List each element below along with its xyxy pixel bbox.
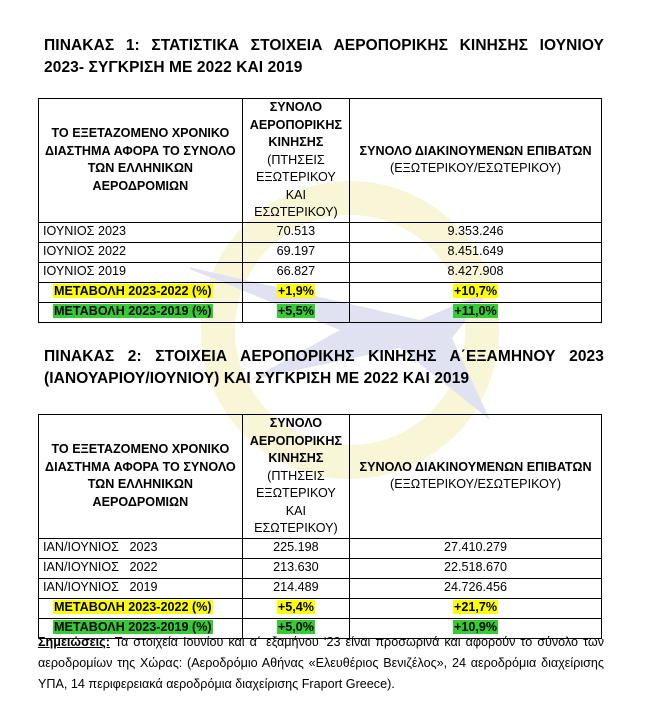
change-row-2022 xyxy=(39,598,602,618)
passengers-change: +10,7% xyxy=(454,284,498,299)
table2-title: ΠΙΝΑΚΑΣ 2: ΣΤΟΙΧΕΙΑ ΑΕΡΟΠΟΡΙΚΗΣ ΚΙΝΗΣΗΣ Α΄ΕΞΑΜΗΝΟΥ 2023 (ΙΑΝΟΥΑΡΙΟΥ/ΙΟΥΝΙΟΥ) ΚΑΙ ΣΥΓΚΡΙΣΗ ΜΕ 2022 ΚΑΙ 2019 xyxy=(44,348,604,387)
passengers-value: 27.410.279 xyxy=(350,538,602,558)
flights-value: 213.630 xyxy=(242,558,349,578)
flights-value: 66.827 xyxy=(242,262,349,282)
passengers-value: 9.353.246 xyxy=(350,222,602,242)
notes-text: Τα στοιχεία Ιουνίου και α΄ εξαμήνου ‘23 είναι προσωρινά και αφορούν το σύνολο των αεροδρομίων της Χώρας: (Αεροδρόμιο Αθήνας «Ελευθέριος Βενιζέλος», 24 αεροδρόμια διαχείρισης ΥΠΑ, 14 περιφερειακά αεροδρόμια διαχείρισης Fraport Greece). xyxy=(38,635,604,691)
passengers-value: 22.518.670 xyxy=(350,558,602,578)
table1-header-passengers-sub: (ΕΞΩΤΕΡΙΚΟΥ/ΕΣΩΤΕΡΙΚΟΥ) xyxy=(390,161,562,176)
row-label: ΙΑΝ/ΙΟΥΝΙΟΣ 2022 xyxy=(39,558,243,578)
table-row xyxy=(39,262,602,282)
flights-value: 225.198 xyxy=(242,538,349,558)
notes-label: Σημειώσεις: xyxy=(38,635,110,649)
row-label: ΙΟΥΝΙΟΣ 2022 xyxy=(39,242,243,262)
flights-value: 214.489 xyxy=(242,578,349,598)
table1 xyxy=(38,98,602,323)
table2-header-passengers xyxy=(350,415,602,539)
table1-header-passengers xyxy=(350,99,602,223)
row-label: ΙΟΥΝΙΟΣ 2023 xyxy=(39,222,243,242)
passengers-change: +10,9% xyxy=(454,620,498,635)
passengers-value: 8.451.649 xyxy=(350,242,602,262)
row-label: ΙΑΝ/ΙΟΥΝΙΟΣ 2023 xyxy=(39,538,243,558)
table2-header-flights-sub: (ΠΤΗΣΕΙΣ ΕΞΩΤΕΡΙΚΟΥ ΚΑΙ ΕΣΩΤΕΡΙΚΟΥ) xyxy=(254,468,338,535)
table-row xyxy=(39,242,602,262)
table1-header-passengers-main: ΣΥΝΟΛΟ ΔΙΑΚΙΝΟΥΜΕΝΩΝ ΕΠΙΒΑΤΩΝ xyxy=(359,143,592,158)
passengers-value: 24.726.456 xyxy=(350,578,602,598)
flights-change: +5,4% xyxy=(277,600,314,615)
change-label: ΜΕΤΑΒΟΛΗ 2023-2019 (%) xyxy=(54,620,212,635)
table1-header-period: ΤΟ ΕΞΕΤΑΖΟΜΕΝΟ ΧΡΟΝΙΚΟ ΔΙΑΣΤΗΜΑ ΑΦΟΡΑ ΤΟ ΣΥΝΟΛΟ ΤΩΝ ΕΛΛΗΝΙΚΩΝ ΑΕΡΟΔΡΟΜΙΩΝ xyxy=(39,99,243,223)
change-label: ΜΕΤΑΒΟΛΗ 2023-2022 (%) xyxy=(54,600,212,615)
change-row-2022 xyxy=(39,282,602,302)
row-label: ΙΑΝ/ΙΟΥΝΙΟΣ 2019 xyxy=(39,578,243,598)
flights-change: +5,5% xyxy=(277,304,314,319)
flights-change: +1,9% xyxy=(277,284,314,299)
table1-header-flights-sub: (ΠΤΗΣΕΙΣ ΕΞΩΤΕΡΙΚΟΥ ΚΑΙ ΕΣΩΤΕΡΙΚΟΥ) xyxy=(254,152,338,219)
passengers-change: +11,0% xyxy=(454,304,497,319)
change-row-2019 xyxy=(39,302,602,322)
table1-header-flights xyxy=(242,99,349,223)
table1-header-flights-main: ΣΥΝΟΛΟ ΑΕΡΟΠΟΡΙΚΗΣ ΚΙΝΗΣΗΣ xyxy=(249,100,343,149)
table2-header-passengers-main: ΣΥΝΟΛΟ ΔΙΑΚΙΝΟΥΜΕΝΩΝ ΕΠΙΒΑΤΩΝ xyxy=(359,459,592,474)
table2 xyxy=(38,414,602,639)
table-row xyxy=(39,558,602,578)
flights-value: 69.197 xyxy=(242,242,349,262)
table2-header-row xyxy=(39,415,602,539)
table1-header-row xyxy=(39,99,602,223)
table2-header-period: ΤΟ ΕΞΕΤΑΖΟΜΕΝΟ ΧΡΟΝΙΚΟ ΔΙΑΣΤΗΜΑ ΑΦΟΡΑ ΤΟ ΣΥΝΟΛΟ ΤΩΝ ΕΛΛΗΝΙΚΩΝ ΑΕΡΟΔΡΟΜΙΩΝ xyxy=(39,415,243,539)
table1-title: ΠΙΝΑΚΑΣ 1: ΣΤΑΤΙΣΤΙΚΑ ΣΤΟΙΧΕΙΑ ΑΕΡΟΠΟΡΙΚΗΣ ΚΙΝΗΣΗΣ ΙΟΥΝΙΟΥ 2023- ΣΥΓΚΡΙΣΗ ΜΕ 2022 ΚΑΙ 2019 xyxy=(44,37,604,76)
table-row xyxy=(39,222,602,242)
row-label: ΙΟΥΝΙΟΣ 2019 xyxy=(39,262,243,282)
flights-value: 70.513 xyxy=(242,222,349,242)
table-row xyxy=(39,578,602,598)
passengers-change: +21,7% xyxy=(454,600,498,615)
table2-header-flights xyxy=(242,415,349,539)
table-row xyxy=(39,538,602,558)
change-label: ΜΕΤΑΒΟΛΗ 2023-2022 (%) xyxy=(54,284,212,299)
change-label: ΜΕΤΑΒΟΛΗ 2023-2019 (%) xyxy=(54,304,212,319)
table2-header-passengers-sub: (ΕΞΩΤΕΡΙΚΟΥ/ΕΣΩΤΕΡΙΚΟΥ) xyxy=(390,477,562,492)
passengers-value: 8.427.908 xyxy=(350,262,602,282)
notes-paragraph xyxy=(38,632,604,695)
flights-change: +5,0% xyxy=(277,620,314,635)
table2-header-flights-main: ΣΥΝΟΛΟ ΑΕΡΟΠΟΡΙΚΗΣ ΚΙΝΗΣΗΣ xyxy=(249,416,343,465)
